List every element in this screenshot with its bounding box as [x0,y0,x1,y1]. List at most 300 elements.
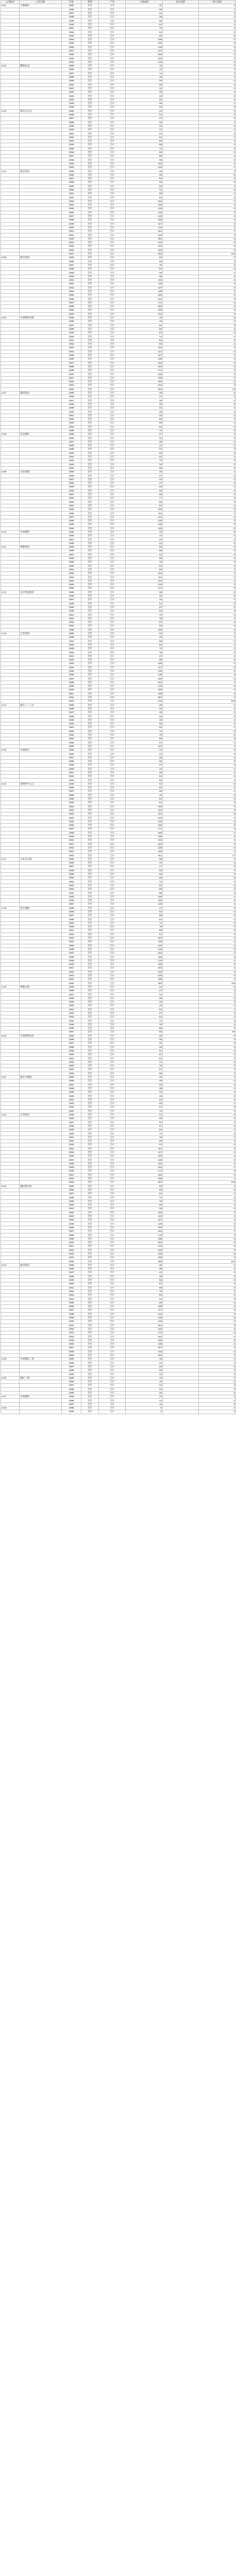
cell-company-name[interactable] [20,549,62,553]
cell-company-name[interactable] [20,1365,62,1368]
cell-transfer-area[interactable]: 0 [199,358,236,361]
cell-year[interactable]: 1985 [62,170,81,173]
cell-transfer-area[interactable]: 0 [199,117,236,121]
cell-company-code[interactable] [1,1301,20,1304]
cell-sale-area[interactable] [163,173,199,177]
cell-year[interactable]: 1989 [62,331,81,335]
cell-sale-area[interactable] [163,1384,199,1387]
cell-sale-area[interactable] [163,534,199,538]
cell-land-area[interactable]: 40 [126,1000,163,1004]
cell-land-area[interactable]: 240 [126,248,163,252]
cell-year[interactable]: 1999 [62,57,81,60]
cell-period[interactable]: 全年 [81,538,99,541]
cell-year[interactable]: 1986 [62,636,81,639]
cell-year[interactable]: 2000 [62,839,81,842]
cell-company-name[interactable] [20,1320,62,1324]
cell-land-area[interactable]: 97 [126,1143,163,1147]
cell-year[interactable]: 1987 [62,11,81,15]
cell-land-area[interactable]: 91 [126,196,163,199]
cell-period[interactable]: 全年 [81,391,99,395]
cell-company-name[interactable] [20,1109,62,1113]
cell-company-name[interactable] [20,309,62,312]
cell-company-name[interactable] [20,135,62,139]
cell-transfer-area[interactable]: 0 [199,515,236,519]
cell-company-name[interactable]: 日本东方股 [20,857,62,861]
cell-account[interactable]: 合计 [99,575,126,579]
cell-transfer-area[interactable]: 0 [199,669,236,673]
cell-year[interactable]: 1992 [62,933,81,936]
cell-land-area[interactable]: 109 [126,895,163,899]
cell-transfer-area[interactable]: 0 [199,944,236,947]
cell-company-name[interactable] [20,685,62,688]
cell-company-code[interactable] [1,1023,20,1026]
cell-period[interactable]: 全年 [81,1124,99,1128]
cell-transfer-area[interactable]: 0 [199,1372,236,1376]
cell-account[interactable]: 合计 [99,793,126,797]
cell-land-area[interactable]: 152 [126,952,163,955]
cell-company-name[interactable]: 中南钢铁 [20,1395,62,1399]
cell-transfer-area[interactable]: 0 [199,880,236,884]
cell-company-name[interactable] [20,556,62,560]
cell-company-code[interactable] [1,451,20,455]
cell-account[interactable]: 合计 [99,1256,126,1260]
cell-account[interactable]: 合计 [99,135,126,139]
cell-year[interactable]: 1997 [62,677,81,681]
cell-sale-area[interactable] [163,34,199,38]
cell-transfer-area[interactable]: 0 [199,839,236,842]
cell-period[interactable]: 全年 [81,598,99,602]
cell-land-area[interactable]: 119 [126,899,163,902]
cell-transfer-area[interactable]: 0 [199,718,236,722]
cell-land-area[interactable]: 64 [126,1015,163,1019]
cell-account[interactable]: 合计 [99,320,126,324]
cell-land-area[interactable]: 47 [126,482,163,485]
cell-company-code[interactable] [1,1278,20,1282]
cell-land-area[interactable]: 33 [126,1372,163,1376]
cell-land-area[interactable]: 36 [126,590,163,594]
cell-period[interactable]: 全年 [81,1331,99,1335]
cell-period[interactable]: 全年 [81,1384,99,1387]
cell-company-code[interactable] [1,718,20,722]
cell-account[interactable]: 合计 [99,1173,126,1177]
cell-period[interactable]: 全年 [81,696,99,699]
cell-company-code[interactable]: 2-28 [1,1406,20,1410]
cell-company-name[interactable] [20,771,62,774]
cell-period[interactable]: 全年 [81,575,99,579]
cell-company-name[interactable] [20,301,62,304]
cell-period[interactable]: 全年 [81,19,99,23]
cell-year[interactable]: 1993 [62,199,81,203]
cell-sale-area[interactable] [163,27,199,30]
cell-company-name[interactable] [20,94,62,98]
cell-account[interactable]: 合计 [99,1184,126,1188]
cell-land-area[interactable]: 33 [126,124,163,128]
cell-period[interactable]: 全年 [81,166,99,170]
cell-transfer-area[interactable]: 0 [199,711,236,715]
cell-land-area[interactable]: 60 [126,181,163,184]
cell-account[interactable]: 合计 [99,188,126,192]
cell-land-area[interactable]: 162 [126,681,163,684]
cell-company-code[interactable] [1,497,20,500]
cell-account[interactable]: 合计 [99,587,126,590]
cell-account[interactable]: 合计 [99,309,126,312]
cell-period[interactable]: 全年 [81,1267,99,1271]
cell-company-name[interactable]: 港纪股份 [20,391,62,395]
cell-transfer-area[interactable]: 0 [199,824,236,827]
cell-land-area[interactable]: 110 [126,278,163,282]
cell-period[interactable]: 全年 [81,854,99,857]
cell-period[interactable]: 全年 [81,376,99,380]
cell-land-area[interactable]: 37 [126,128,163,132]
cell-account[interactable]: 合计 [99,45,126,49]
cell-company-code[interactable] [1,301,20,304]
cell-company-code[interactable] [1,1245,20,1248]
cell-company-name[interactable] [20,282,62,286]
cell-period[interactable]: 全年 [81,181,99,184]
cell-year[interactable]: 1992 [62,135,81,139]
cell-transfer-area[interactable]: 0 [199,617,236,620]
cell-account[interactable]: 合计 [99,658,126,662]
cell-company-code[interactable] [1,850,20,854]
cell-year[interactable]: 1997 [62,301,81,304]
cell-account[interactable]: 合计 [99,921,126,925]
cell-company-code[interactable] [1,587,20,590]
cell-company-name[interactable] [20,421,62,425]
cell-sale-area[interactable] [163,985,199,989]
cell-period[interactable]: 全年 [81,1297,99,1301]
cell-account[interactable]: 合计 [99,1278,126,1282]
cell-transfer-area[interactable]: 0 [199,94,236,98]
cell-land-area[interactable]: 198 [126,835,163,838]
cell-land-area[interactable]: 112 [126,512,163,515]
cell-company-name[interactable] [20,797,62,801]
cell-period[interactable]: 全年 [81,1015,99,1019]
cell-company-code[interactable] [1,1000,20,1004]
cell-year[interactable]: 1990 [62,128,81,132]
cell-account[interactable]: 合计 [99,94,126,98]
cell-account[interactable]: 合计 [99,301,126,304]
cell-year[interactable]: 1997 [62,952,81,955]
cell-year[interactable]: 1985 [62,857,81,861]
cell-year[interactable]: 1987 [62,639,81,643]
cell-sale-area[interactable] [163,166,199,170]
cell-company-code[interactable] [1,1091,20,1094]
cell-period[interactable]: 全年 [81,466,99,470]
cell-transfer-area[interactable]: 0 [199,282,236,286]
cell-land-area[interactable]: 27 [126,433,163,436]
cell-period[interactable]: 全年 [81,1230,99,1233]
cell-year[interactable]: 2000 [62,226,81,229]
cell-sale-area[interactable] [163,861,199,865]
cell-company-name[interactable] [20,790,62,793]
cell-land-area[interactable]: 47 [126,906,163,910]
cell-sale-area[interactable] [163,726,199,730]
cell-company-code[interactable] [1,297,20,301]
cell-period[interactable]: 全年 [81,590,99,594]
cell-sale-area[interactable] [163,482,199,485]
cell-year[interactable]: 1993 [62,139,81,143]
cell-period[interactable]: 全年 [81,918,99,921]
cell-account[interactable]: 合计 [99,1358,126,1361]
cell-sale-area[interactable] [163,538,199,541]
cell-account[interactable]: 合计 [99,786,126,790]
cell-company-name[interactable] [20,128,62,132]
cell-sale-area[interactable] [163,1282,199,1286]
cell-transfer-area[interactable]: 0 [199,903,236,906]
cell-account[interactable]: 合计 [99,376,126,380]
cell-period[interactable]: 全年 [81,831,99,835]
cell-account[interactable]: 合计 [99,1346,126,1350]
cell-company-code[interactable] [1,421,20,425]
cell-land-area[interactable]: 139 [126,673,163,677]
cell-land-area[interactable]: 53 [126,869,163,872]
cell-company-name[interactable] [20,884,62,887]
cell-period[interactable]: 全年 [81,1309,99,1312]
cell-land-area[interactable]: 52 [126,417,163,421]
cell-sale-area[interactable] [163,155,199,158]
cell-land-area[interactable]: 21 [126,749,163,752]
cell-account[interactable]: 合计 [99,692,126,696]
cell-sale-area[interactable] [163,290,199,293]
cell-company-name[interactable] [20,981,62,985]
cell-account[interactable]: 合计 [99,1218,126,1222]
cell-year[interactable]: 1996 [62,744,81,748]
cell-company-code[interactable] [1,1402,20,1406]
cell-land-area[interactable]: 107 [126,936,163,940]
cell-period[interactable]: 全年 [81,395,99,399]
cell-sale-area[interactable] [163,124,199,128]
cell-company-code[interactable] [1,358,20,361]
cell-company-code[interactable] [1,959,20,962]
cell-year[interactable]: 1994 [62,1019,81,1023]
cell-company-code[interactable] [1,981,20,985]
cell-land-area[interactable]: 215 [126,241,163,245]
cell-transfer-area[interactable]: 0 [199,177,236,180]
cell-sale-area[interactable] [163,117,199,121]
cell-company-code[interactable] [1,312,20,316]
cell-land-area[interactable]: 68 [126,260,163,263]
cell-account[interactable]: 合计 [99,903,126,906]
cell-period[interactable]: 全年 [81,248,99,252]
cell-company-code[interactable]: 2-17 [1,857,20,861]
cell-account[interactable]: 合计 [99,1027,126,1030]
cell-company-code[interactable] [1,184,20,188]
cell-company-name[interactable] [20,124,62,128]
cell-period[interactable]: 全年 [81,639,99,643]
cell-year[interactable]: 1987 [62,993,81,996]
cell-sale-area[interactable] [163,444,199,448]
cell-period[interactable]: 全年 [81,1170,99,1173]
cell-transfer-area[interactable]: 0 [199,812,236,816]
cell-land-area[interactable]: 55 [126,639,163,643]
cell-year[interactable]: 1986 [62,534,81,538]
cell-company-name[interactable] [20,474,62,478]
cell-account[interactable]: 合计 [99,696,126,699]
cell-sale-area[interactable] [163,11,199,15]
cell-sale-area[interactable] [163,1365,199,1368]
cell-company-name[interactable] [20,1057,62,1060]
cell-period[interactable]: 全年 [81,98,99,101]
cell-year[interactable]: 1998 [62,1162,81,1165]
cell-company-name[interactable] [20,406,62,410]
cell-company-code[interactable] [1,448,20,451]
cell-transfer-area[interactable]: 0 [199,1384,236,1387]
cell-transfer-area[interactable]: 0 [199,260,236,263]
cell-transfer-area[interactable]: 0 [199,320,236,324]
cell-year[interactable]: 1990 [62,83,81,87]
cell-account[interactable]: 合计 [99,429,126,432]
cell-period[interactable]: 全年 [81,102,99,106]
cell-company-name[interactable] [20,1155,62,1158]
cell-period[interactable]: 全年 [81,673,99,677]
cell-year[interactable]: 1994 [62,624,81,628]
cell-land-area[interactable]: 20 [126,79,163,83]
cell-period[interactable]: 全年 [81,839,99,842]
cell-sale-area[interactable] [163,1000,199,1004]
cell-sale-area[interactable] [163,1361,199,1365]
cell-year[interactable]: 1986 [62,320,81,324]
cell-transfer-area[interactable]: 0 [199,470,236,474]
cell-company-code[interactable] [1,425,20,429]
cell-company-name[interactable] [20,910,62,913]
cell-company-code[interactable] [1,730,20,733]
cell-account[interactable]: 合计 [99,1053,126,1057]
cell-company-name[interactable] [20,662,62,666]
cell-period[interactable]: 全年 [81,350,99,353]
cell-account[interactable]: 合计 [99,1395,126,1399]
cell-period[interactable]: 全年 [81,884,99,887]
cell-company-code[interactable] [1,737,20,741]
cell-company-code[interactable] [1,658,20,662]
cell-period[interactable]: 全年 [81,508,99,512]
cell-account[interactable]: 合计 [99,353,126,357]
cell-account[interactable]: 合计 [99,1342,126,1346]
cell-company-code[interactable] [1,918,20,921]
cell-sale-area[interactable] [163,929,199,933]
cell-company-code[interactable] [1,722,20,726]
cell-period[interactable]: 全年 [81,1079,99,1083]
cell-company-code[interactable] [1,639,20,643]
cell-period[interactable]: 全年 [81,245,99,248]
cell-sale-area[interactable] [163,865,199,869]
cell-company-code[interactable] [1,1248,20,1252]
cell-year[interactable]: 1990 [62,410,81,414]
cell-company-code[interactable] [1,624,20,628]
cell-company-name[interactable] [20,903,62,906]
cell-year[interactable]: 2000 [62,1170,81,1173]
cell-period[interactable]: 全年 [81,1402,99,1406]
cell-sale-area[interactable] [163,369,199,372]
cell-sale-area[interactable] [163,609,199,613]
cell-sale-area[interactable] [163,749,199,752]
cell-year[interactable]: 2003 [62,700,81,703]
cell-transfer-area[interactable]: 0 [199,504,236,507]
cell-land-area[interactable]: 62 [126,786,163,790]
cell-company-name[interactable] [20,102,62,106]
cell-company-code[interactable] [1,1312,20,1316]
cell-year[interactable]: 1989 [62,19,81,23]
cell-period[interactable]: 全年 [81,1346,99,1350]
cell-period[interactable]: 全年 [81,361,99,365]
cell-company-code[interactable] [1,1128,20,1132]
cell-land-area[interactable]: 93 [126,343,163,346]
cell-account[interactable]: 合计 [99,414,126,417]
cell-company-code[interactable] [1,1211,20,1214]
cell-company-code[interactable] [1,1218,20,1222]
cell-company-name[interactable] [20,1147,62,1150]
cell-transfer-area[interactable]: 0 [199,590,236,594]
cell-account[interactable]: 合计 [99,613,126,617]
cell-sale-area[interactable] [163,417,199,421]
cell-year[interactable]: 1996 [62,1027,81,1030]
cell-year[interactable]: 1994 [62,816,81,820]
cell-account[interactable]: 合计 [99,455,126,459]
cell-transfer-area[interactable]: 0 [199,805,236,808]
cell-period[interactable]: 全年 [81,628,99,632]
cell-land-area[interactable]: 226 [126,245,163,248]
cell-year[interactable]: 1996 [62,1155,81,1158]
cell-year[interactable]: 1993 [62,34,81,38]
cell-account[interactable]: 合计 [99,387,126,391]
cell-sale-area[interactable] [163,1245,199,1248]
cell-account[interactable]: 合计 [99,8,126,11]
cell-sale-area[interactable] [163,613,199,617]
cell-transfer-area[interactable]: 0 [199,211,236,214]
cell-year[interactable]: 1986 [62,1410,81,1414]
cell-account[interactable]: 合计 [99,572,126,575]
cell-period[interactable]: 全年 [81,444,99,448]
cell-company-name[interactable] [20,155,62,158]
cell-account[interactable]: 合计 [99,1158,126,1162]
cell-company-code[interactable]: 2-13 [1,632,20,635]
cell-year[interactable]: 1992 [62,658,81,662]
cell-year[interactable]: 2007 [62,1346,81,1350]
cell-company-code[interactable] [1,925,20,929]
cell-account[interactable]: 合计 [99,463,126,466]
cell-transfer-area[interactable]: 0 [199,87,236,90]
cell-company-name[interactable] [20,508,62,512]
cell-land-area[interactable]: 150 [126,1226,163,1229]
cell-period[interactable]: 全年 [81,493,99,496]
cell-land-area[interactable]: 77 [126,497,163,500]
cell-period[interactable]: 全年 [81,1143,99,1147]
cell-sale-area[interactable] [163,170,199,173]
cell-land-area[interactable]: 138 [126,523,163,527]
cell-company-code[interactable] [1,387,20,391]
cell-year[interactable]: 1988 [62,793,81,797]
cell-sale-area[interactable] [163,1008,199,1011]
cell-company-code[interactable] [1,594,20,598]
cell-transfer-area[interactable]: 0 [199,474,236,478]
cell-transfer-area[interactable]: 0 [199,425,236,429]
cell-company-name[interactable]: 港宝股份 [20,1263,62,1267]
cell-company-code[interactable] [1,523,20,527]
cell-company-name[interactable] [20,91,62,94]
cell-company-name[interactable] [20,1222,62,1226]
cell-transfer-area[interactable]: 0 [199,290,236,293]
cell-sale-area[interactable] [163,996,199,1000]
cell-period[interactable]: 全年 [81,497,99,500]
cell-land-area[interactable]: 210 [126,839,163,842]
cell-account[interactable]: 合计 [99,827,126,831]
cell-company-name[interactable] [20,1372,62,1376]
cell-account[interactable]: 合计 [99,361,126,365]
cell-company-name[interactable] [20,527,62,530]
cell-period[interactable]: 全年 [81,1094,99,1098]
cell-company-code[interactable] [1,204,20,207]
cell-account[interactable]: 合计 [99,778,126,782]
cell-account[interactable]: 合计 [99,869,126,872]
